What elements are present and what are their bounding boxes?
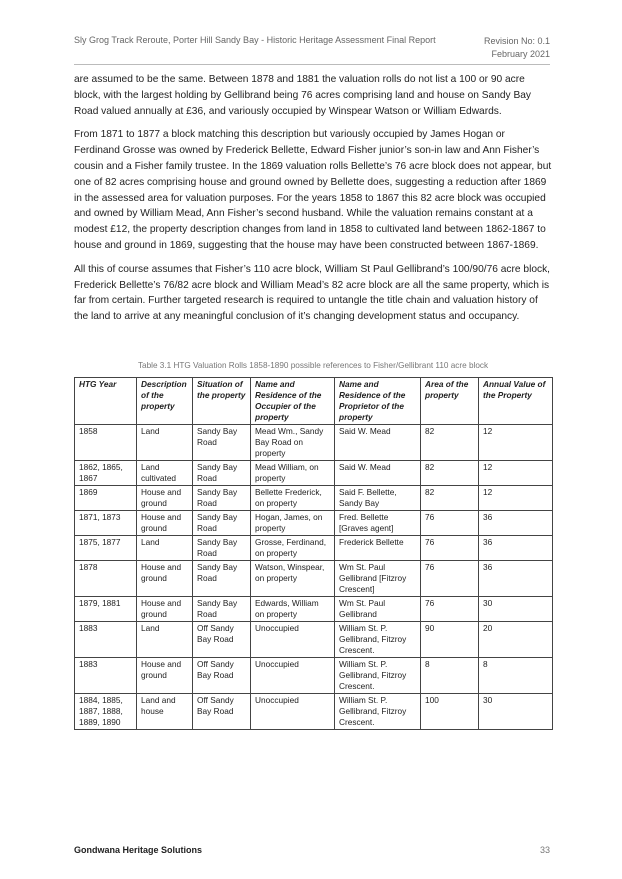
table-cell: 12 <box>479 461 553 486</box>
table-cell: Grosse, Ferdinand, on property <box>251 536 335 561</box>
table-cell: Watson, Winspear, on property <box>251 561 335 597</box>
table-cell: William St. P. Gellibrand, Fitzroy Crescent. <box>335 622 421 658</box>
table-cell: Sandy Bay Road <box>193 486 251 511</box>
table-cell: 30 <box>479 694 553 730</box>
table-cell: 20 <box>479 622 553 658</box>
table-cell: Bellette Frederick, on property <box>251 486 335 511</box>
table-cell: House and ground <box>137 511 193 536</box>
table-cell: Said F. Bellette, Sandy Bay <box>335 486 421 511</box>
table-cell: Sandy Bay Road <box>193 536 251 561</box>
table-cell: Frederick Bellette <box>335 536 421 561</box>
paragraph: are assumed to be the same. Between 1878 and 1881 the valuation rolls do not list a 100 or 90 acre block, with the largest holding by Gellibrand being 76 acres comprising land and house on Sandy Bay Road valued annually at £36, and variously occupied by Winspear Watson or William Edwards. <box>74 74 532 117</box>
table-cell: Off Sandy Bay Road <box>193 622 251 658</box>
table-cell: 76 <box>421 511 479 536</box>
table-cell: Land cultivated <box>137 461 193 486</box>
table-row <box>75 694 553 730</box>
table-cell: 36 <box>479 561 553 597</box>
table-cell: House and ground <box>137 597 193 622</box>
column-header: Description of the property <box>137 378 193 425</box>
table-cell: 8 <box>421 658 479 694</box>
table-cell: 1871, 1873 <box>75 511 137 536</box>
table-row <box>75 461 553 486</box>
paragraph: All this of course assumes that Fisher’s 110 acre block, William St Paul Gellibrand’s 100/90/76 acre block, Frederick Bellette’s 76/82 acre block and William Mead’s 82 acre block are all the same property, which is far from certain. Further targeted research is required to untangle the title chain and valuation history of the land to arrive at any meaningful conclusion of it’s changing development status and occupancy. <box>74 263 551 323</box>
table-cell: Land <box>137 425 193 461</box>
table-cell: 100 <box>421 694 479 730</box>
table-cell: Sandy Bay Road <box>193 561 251 597</box>
table-cell: 12 <box>479 486 553 511</box>
table-cell: 76 <box>421 536 479 561</box>
table-cell: 8 <box>479 658 553 694</box>
table-caption: Table 3.1 HTG Valuation Rolls 1858-1890 possible references to Fisher/Gellibrant 110 acre block <box>137 361 489 370</box>
table-row <box>75 561 553 597</box>
table-row <box>75 597 553 622</box>
body-text <box>74 72 552 333</box>
table-cell: House and ground <box>137 561 193 597</box>
table-cell: Sandy Bay Road <box>193 597 251 622</box>
column-header: Situation of the property <box>193 378 251 425</box>
table-cell: Off Sandy Bay Road <box>193 658 251 694</box>
table-cell: 82 <box>421 461 479 486</box>
table-cell: 1883 <box>75 658 137 694</box>
table-cell: Land and house <box>137 694 193 730</box>
table-cell: 30 <box>479 597 553 622</box>
table-cell: 1879, 1881 <box>75 597 137 622</box>
table-cell: House and ground <box>137 658 193 694</box>
paragraph: From 1871 to 1877 a block matching this description but variously occupied by James Hogan or Ferdinand Grosse was owned by Frederick Bellette, Edward Fisher junior’s son-in law and Ann Fisher’s cousin and a Fisher family trustee. In the 1869 valuation rolls Bellette’s 76 acre block does not appear, but one of 82 acres comprising house and ground owned by Bellette does, suggesting a reduction after 1869 in the assessed area for valuation purposes. For the years 1858 to 1867 this 82 acre block was occupied and owned by William Mead, Ann Fisher’s second husband. While the valuation remains constant at a modest £12, the property description changes from land in 1858 to cultivated land between 1862-1867 to house and ground in 1869, suggesting that the house may have been constructed between 1867-1869. <box>74 129 552 251</box>
revision-date: February 2021 <box>491 49 550 59</box>
table-cell: 1884, 1885, 1887, 1888, 1889, 1890 <box>75 694 137 730</box>
table-cell: Said W. Mead <box>335 461 421 486</box>
table-cell: Mead William, on property <box>251 461 335 486</box>
valuation-rolls-table <box>74 377 553 730</box>
table-row <box>75 536 553 561</box>
table-cell: Land <box>137 622 193 658</box>
header-divider <box>74 64 550 65</box>
report-title: Sly Grog Track Reroute, Porter Hill Sandy Bay - Historic Heritage Assessment Final Report <box>74 35 436 45</box>
footer-company: Gondwana Heritage Solutions <box>74 845 203 855</box>
table-cell: Mead Wm., Sandy Bay Road on property <box>251 425 335 461</box>
table-cell: Said W. Mead <box>335 425 421 461</box>
column-header: Area of the property <box>421 378 479 425</box>
column-header: HTG Year <box>75 378 137 425</box>
table-cell: 76 <box>421 561 479 597</box>
table-cell: 76 <box>421 597 479 622</box>
table-cell: 36 <box>479 536 553 561</box>
table-cell: Edwards, William on property <box>251 597 335 622</box>
table-cell: Land <box>137 536 193 561</box>
table-cell: 90 <box>421 622 479 658</box>
table-cell: 82 <box>421 425 479 461</box>
table-cell: House and ground <box>137 486 193 511</box>
table-cell: 1875, 1877 <box>75 536 137 561</box>
table-row <box>75 425 553 461</box>
table-cell: 1878 <box>75 561 137 597</box>
table-row <box>75 622 553 658</box>
column-header: Annual Value of the Property <box>479 378 553 425</box>
table-cell: 1858 <box>75 425 137 461</box>
table-header-row <box>75 378 553 425</box>
column-header: Name and Residence of the Occupier of the property <box>251 378 335 425</box>
table-cell: 12 <box>479 425 553 461</box>
table-cell: Unoccupied <box>251 658 335 694</box>
revision-number: Revision No: 0.1 <box>483 36 550 46</box>
table-cell: Off Sandy Bay Road <box>193 694 251 730</box>
page-number: 33 <box>539 845 550 855</box>
table-cell: 1862, 1865, 1867 <box>75 461 137 486</box>
column-header: Name and Residence of the Proprietor of the property <box>335 378 421 425</box>
table-cell: Sandy Bay Road <box>193 425 251 461</box>
table-cell: 1869 <box>75 486 137 511</box>
table-cell: Unoccupied <box>251 622 335 658</box>
table-cell: Fred. Bellette [Graves agent] <box>335 511 421 536</box>
table-cell: Hogan, James, on property <box>251 511 335 536</box>
revision-block <box>484 35 550 61</box>
table-cell: Wm St. Paul Gellibrand [Fitzroy Crescent] <box>335 561 421 597</box>
table-cell: William St. P. Gellibrand, Fitzroy Crescent. <box>335 694 421 730</box>
table-cell: 1883 <box>75 622 137 658</box>
table-row <box>75 486 553 511</box>
table-cell: 36 <box>479 511 553 536</box>
table-cell: Wm St. Paul Gellibrand <box>335 597 421 622</box>
table-row <box>75 511 553 536</box>
table-cell: Sandy Bay Road <box>193 461 251 486</box>
table-cell: Sandy Bay Road <box>193 511 251 536</box>
table-cell: Unoccupied <box>251 694 335 730</box>
table-cell: 82 <box>421 486 479 511</box>
table-row <box>75 658 553 694</box>
table-cell: William St. P. Gellibrand, Fitzroy Crescent. <box>335 658 421 694</box>
